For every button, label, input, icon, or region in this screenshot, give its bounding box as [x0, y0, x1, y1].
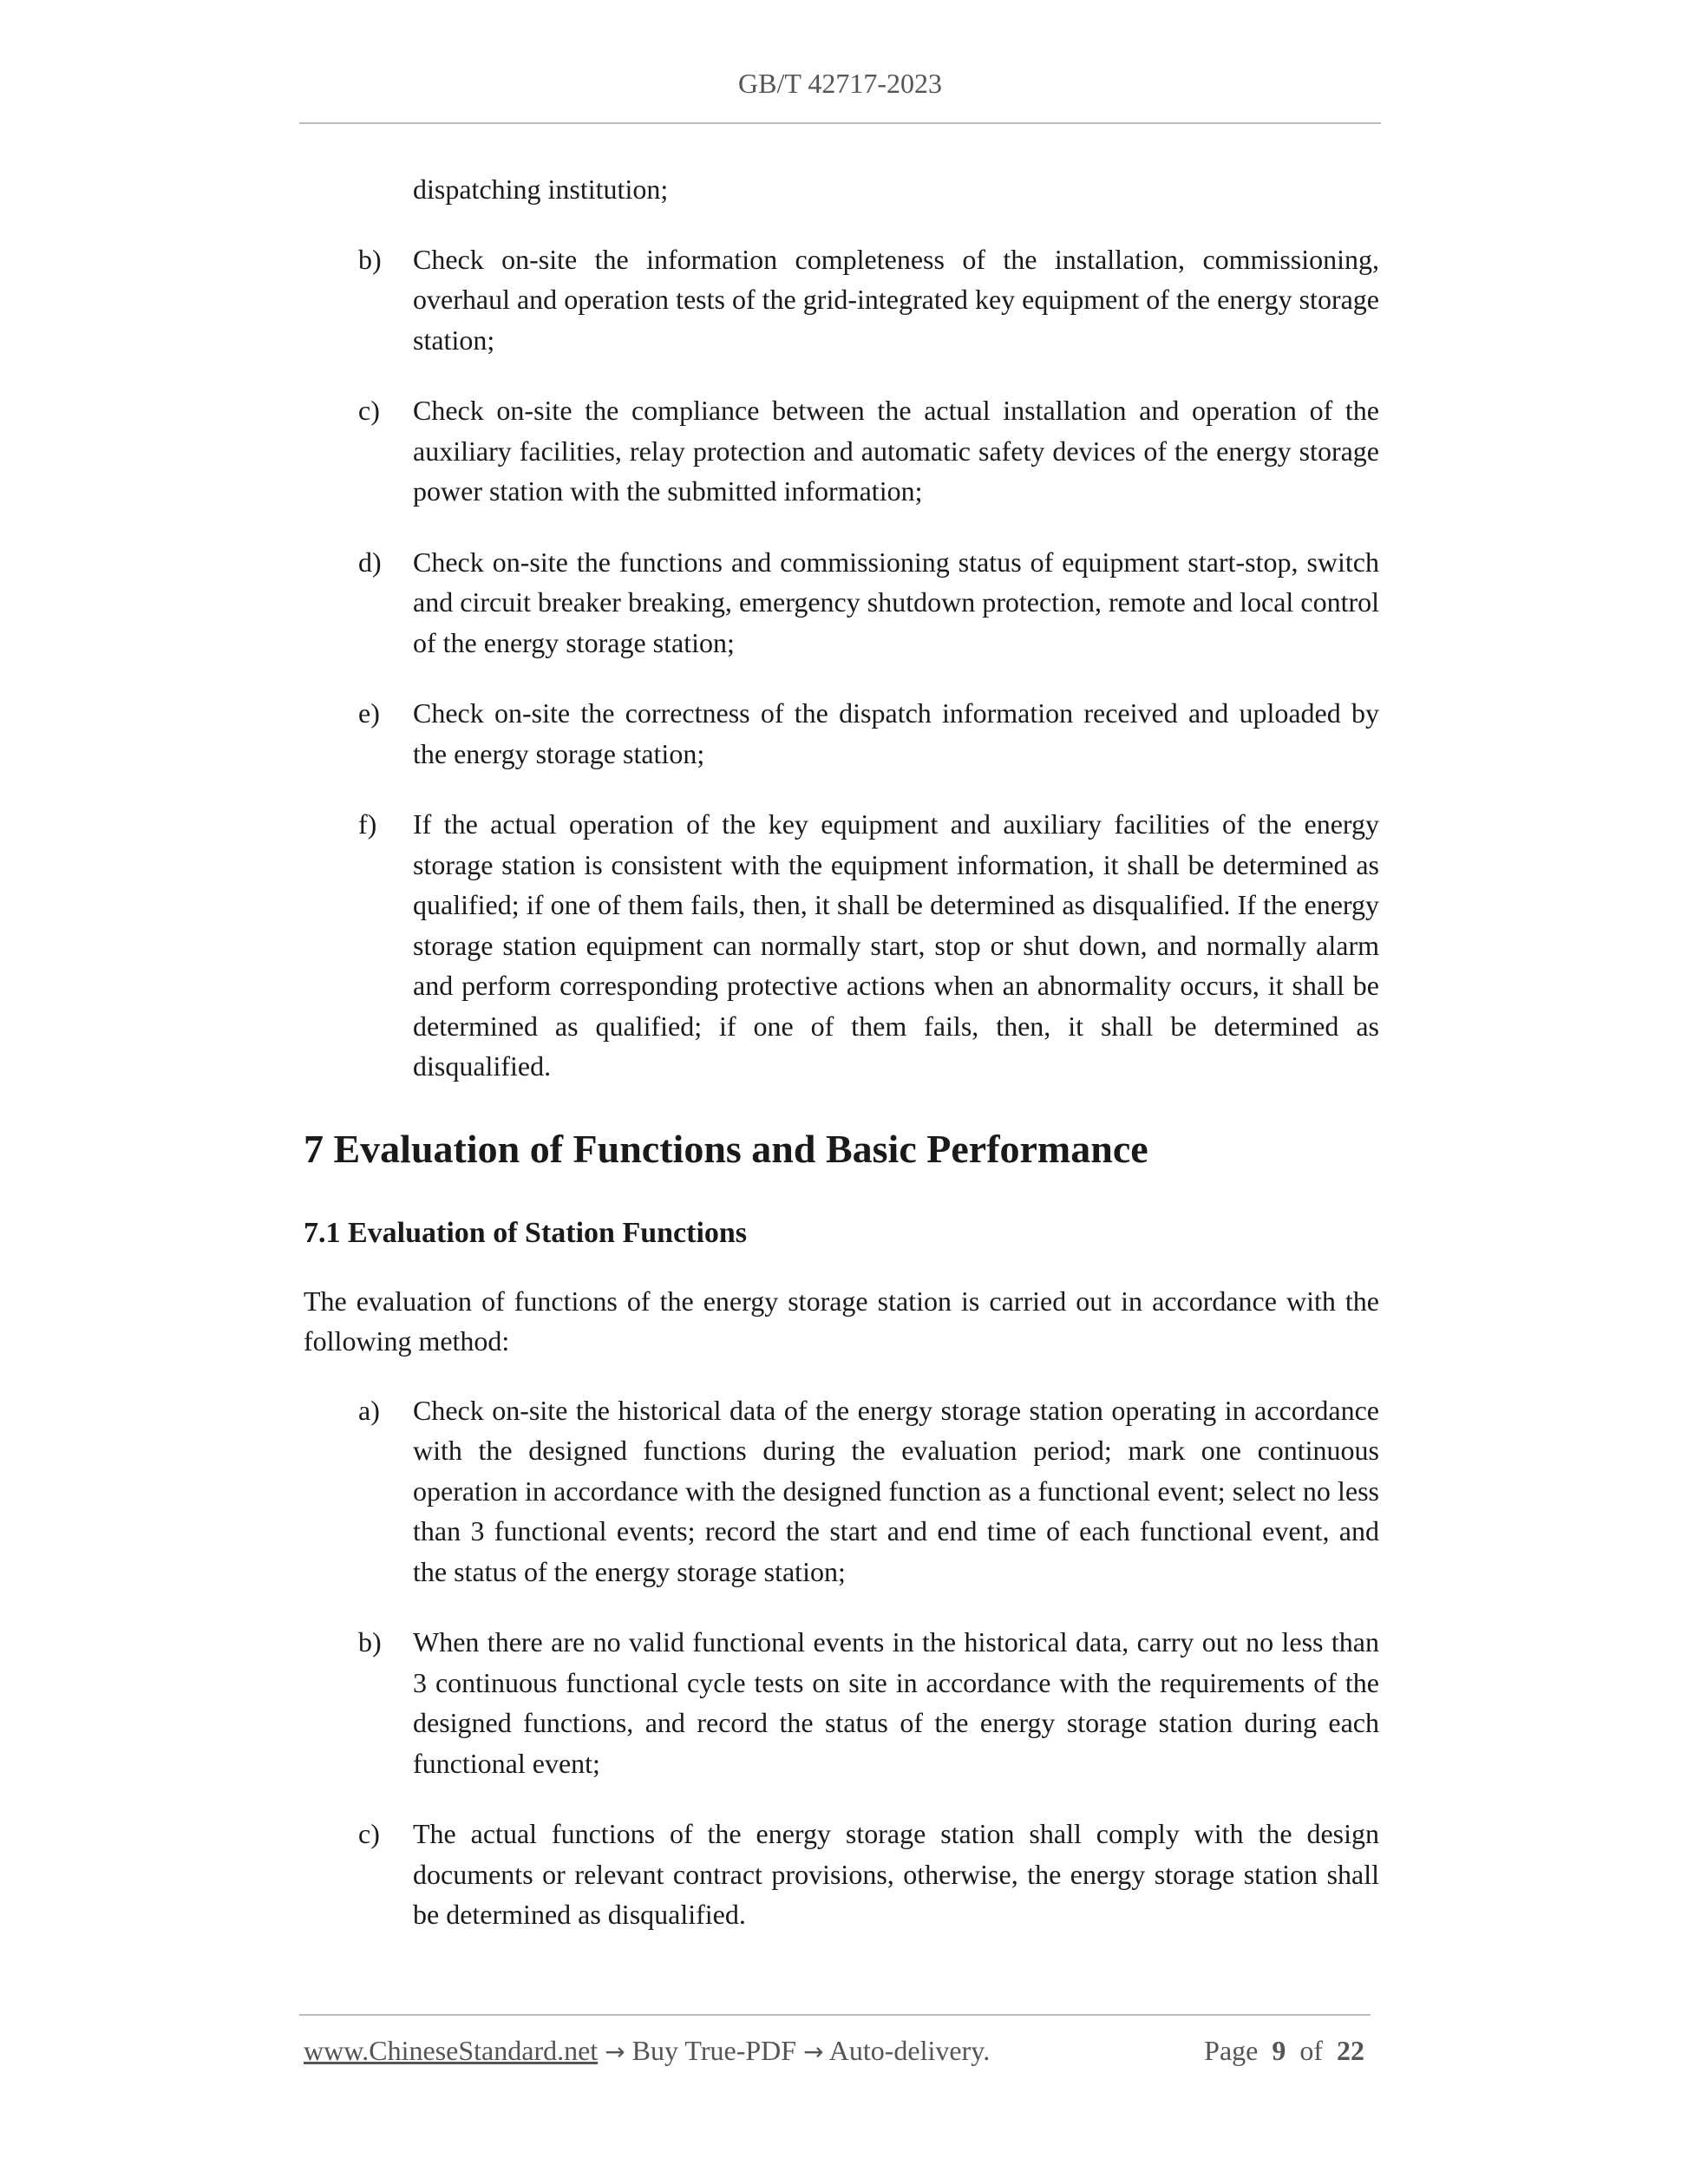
list-item — [304, 1390, 1379, 1592]
site-link[interactable]: www.ChineseStandard.net — [304, 2035, 599, 2066]
list-item — [304, 1622, 1379, 1783]
header-divider — [299, 122, 1381, 124]
list-item-text: Check on-site the correctness of the dispatch information received and uploaded by the energy storage station; — [413, 697, 1379, 769]
auto-delivery-text: Auto-delivery. — [828, 2035, 991, 2066]
footer-left — [304, 2035, 990, 2067]
list-marker: f) — [358, 808, 377, 840]
subsection-heading: 7.1 Evaluation of Station Functions — [304, 1216, 748, 1249]
of-label: of — [1299, 2035, 1323, 2066]
list-marker: c) — [358, 1818, 380, 1849]
footer-divider — [299, 2014, 1371, 2016]
list-item-text: Check on-site the functions and commissioning status of equipment start-stop, switch and circuit breaker breaking, emergency shutdown protection, remote and local control of the energy storage station; — [413, 546, 1379, 658]
list-item — [304, 804, 1379, 1087]
arrow-right-icon: → — [605, 2037, 625, 2066]
list-item — [304, 693, 1379, 774]
document-header: GB/T 42717-2023 — [738, 68, 942, 99]
list-item-text: If the actual operation of the key equipment and auxiliary facilities of the energy storage station is consistent with the equipment information, it shall be determined as qualified; if one of them fails, then, it shall be determined as disqualified. If the energy storage station equipment can normally start, stop or shut down, and normally alarm and perform corresponding protective actions when an abnormality occurs, it shall be determined as qualified; if one of them fails, then, it shall be determined as disqualified. — [413, 808, 1379, 1082]
page-label: Page — [1204, 2035, 1259, 2066]
list-marker: c) — [358, 395, 380, 426]
list-marker: b) — [358, 243, 382, 275]
page-content — [304, 169, 1379, 1965]
list-item-text: Check on-site the historical data of the energy storage station operating in accordance with the designed functions during the evaluation period; mark one continuous operation in accordance with the designed function as a functional event; select no less than 3 functional events; record the start and end time of each functional event, and the status of the energy storage station; — [413, 1394, 1379, 1587]
list-marker: a) — [358, 1394, 380, 1426]
page-indicator — [1204, 2035, 1364, 2067]
list-item-text: Check on-site the information completeness of the installation, commissioning, overhaul and operation tests of the grid-integrated key equipment of the energy storage station; — [413, 243, 1379, 356]
page-total: 22 — [1337, 2035, 1364, 2066]
list-item — [304, 1814, 1379, 1935]
section-heading: 7 Evaluation of Functions and Basic Performance — [304, 1126, 1148, 1171]
page-footer — [304, 2035, 1371, 2073]
list-marker: e) — [358, 697, 380, 729]
list-item-text: The actual functions of the energy storage station shall comply with the design documents or relevant contract provisions, otherwise, the energy storage station shall be determined as disqualified. — [413, 1818, 1379, 1930]
page-current: 9 — [1272, 2035, 1286, 2066]
list-item — [304, 542, 1379, 664]
buy-pdf-text: Buy True-PDF — [631, 2035, 797, 2066]
intro-paragraph: The evaluation of functions of the energy storage station is carried out in accordance with the following method: — [304, 1285, 1379, 1357]
list-item-text: Check on-site the compliance between the actual installation and operation of the auxiliary facilities, relay protection and automatic safety devices of the energy storage power station with the submitted information; — [413, 395, 1379, 507]
list-item — [304, 169, 1379, 210]
arrow-right-icon: → — [803, 2037, 824, 2066]
list-item — [304, 239, 1379, 361]
list-item-text: When there are no valid functional events in the historical data, carry out no less than 3 continuous functional cycle tests on site in accordance with the requirements of the designed functions, and record the status of the energy storage station during each functional event; — [413, 1626, 1379, 1779]
list-item — [304, 390, 1379, 512]
list-item-text: dispatching institution; — [413, 173, 669, 205]
list-marker: b) — [358, 1626, 382, 1658]
list-marker: d) — [358, 546, 382, 578]
